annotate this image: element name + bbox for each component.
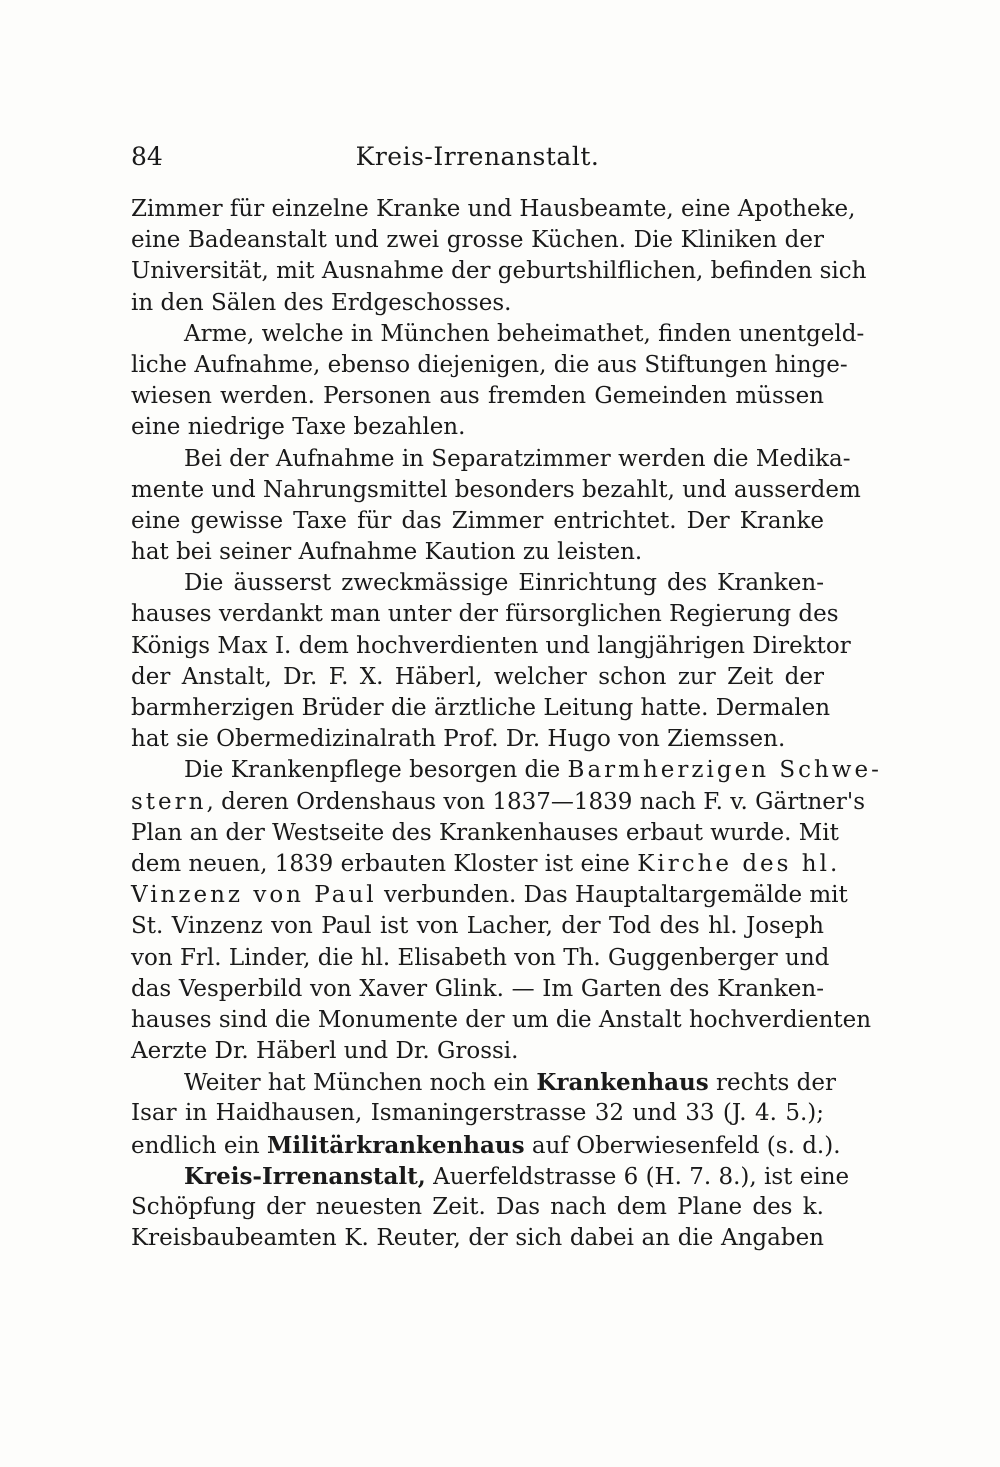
text-run: auf Oberwiesenfeld (s. d.). [531,1132,841,1159]
text-line [131,1067,836,1098]
text-line: Plan an der Westseite des Krankenhauses erbaut wurde. Mit [131,819,839,846]
text-line: hat sie Obermedizinalrath Prof. Dr. Hugo von Ziemssen. [131,726,786,753]
text-line [131,849,841,880]
text-line: liche Aufnahme, ebenso diejenigen, die aus Stiftungen hinge- [131,351,848,378]
text-line: Aerzte Dr. Häberl und Dr. Grossi. [131,1038,519,1065]
bold-term: Kreis-Irrenanstalt, [184,1162,426,1190]
text-line: das Vesperbild von Xaver Glink. — Im Garten des Kranken- [131,975,824,1002]
text-line: Königs Max I. dem hochverdienten und langjährigen Direktor [131,632,851,659]
text-run: Die Krankenpflege besorgen die [184,757,561,784]
text-run: Auerfeldstrasse 6 (H. 7. 8.), ist eine [433,1163,850,1190]
text-line: Zimmer für einzelne Kranke und Hausbeamte, eine Apotheke, [131,196,856,222]
text-line [131,787,866,818]
text-line: Isar in Haidhausen, Ismaningerstrasse 32 und 33 (J. 4. 5.); [131,1100,824,1127]
spaced-name: Kirche des hl. [637,850,841,877]
text-line: eine gewisse Taxe für das Zimmer entrichtet. Der Kranke [131,507,824,534]
text-line: in den Sälen des Erdgeschosses. [131,289,512,316]
text-line: hauses verdankt man unter der fürsorglichen Regierung des [131,601,839,628]
text-line: barmherzigen Brüder die ärztliche Leitung hatte. Dermalen [131,695,831,721]
text-line: wiesen werden. Personen aus fremden Gemeinden müssen [131,383,824,410]
text-line: Die äusserst zweckmässige Einrichtung des Kranken- [184,570,824,597]
body-text [131,194,882,1254]
text-run: endlich ein [131,1132,260,1159]
spaced-name: Barmherzigen Schwe- [567,757,882,784]
text-run: dem neuen, 1839 erbauten Kloster ist eine [131,850,630,877]
text-run: Weiter hat München noch ein [184,1070,530,1097]
text-run: , deren Ordenshaus von 1837—1839 nach F. v. Gärtner's [206,788,866,815]
text-line: der Anstalt, Dr. F. X. Häberl, welcher schon zur Zeit der [131,663,824,690]
text-line [131,755,882,786]
text-line: St. Vinzenz von Paul ist von Lacher, der Tod des hl. Joseph [131,913,824,940]
spaced-name: stern [131,788,207,815]
text-run: verbunden. Das Hauptaltargemälde mit [383,882,848,909]
text-line [131,1161,850,1192]
spaced-name: Vinzenz von Paul [131,882,377,909]
text-line: Universität, mit Ausnahme der geburtshilflichen, befinden sich [131,258,867,285]
page-header [131,140,824,174]
text-line: Arme, welche in München beheimathet, finden unentgeld- [184,320,865,347]
bold-term: Krankenhaus [536,1069,709,1097]
page-number: 84 [131,142,163,171]
bold-term: Militärkrankenhaus [266,1131,525,1159]
text-line: eine Badeanstalt und zwei grosse Küchen. Die Kliniken der [131,227,824,254]
running-title: Kreis-Irrenanstalt. [355,142,600,171]
text-line: eine niedrige Taxe bezahlen. [131,414,466,441]
text-line: hat bei seiner Aufnahme Kaution zu leisten. [131,539,643,566]
text-line [131,1130,841,1161]
text-line: Bei der Aufnahme in Separatzimmer werden die Medika- [184,445,851,472]
text-line: Schöpfung der neuesten Zeit. Das nach dem Plane des k. [131,1194,824,1220]
text-line: von Frl. Linder, die hl. Elisabeth von Th. Guggenberger und [131,944,830,971]
text-run: rechts der [715,1070,836,1097]
text-line [131,880,848,911]
text-line: mente und Nahrungsmittel besonders bezahlt, und ausserdem [131,476,861,503]
text-line: hauses sind die Monumente der um die Anstalt hochverdienten [131,1006,872,1033]
text-line: Kreisbaubeamten K. Reuter, der sich dabei an die Angaben [131,1225,824,1252]
